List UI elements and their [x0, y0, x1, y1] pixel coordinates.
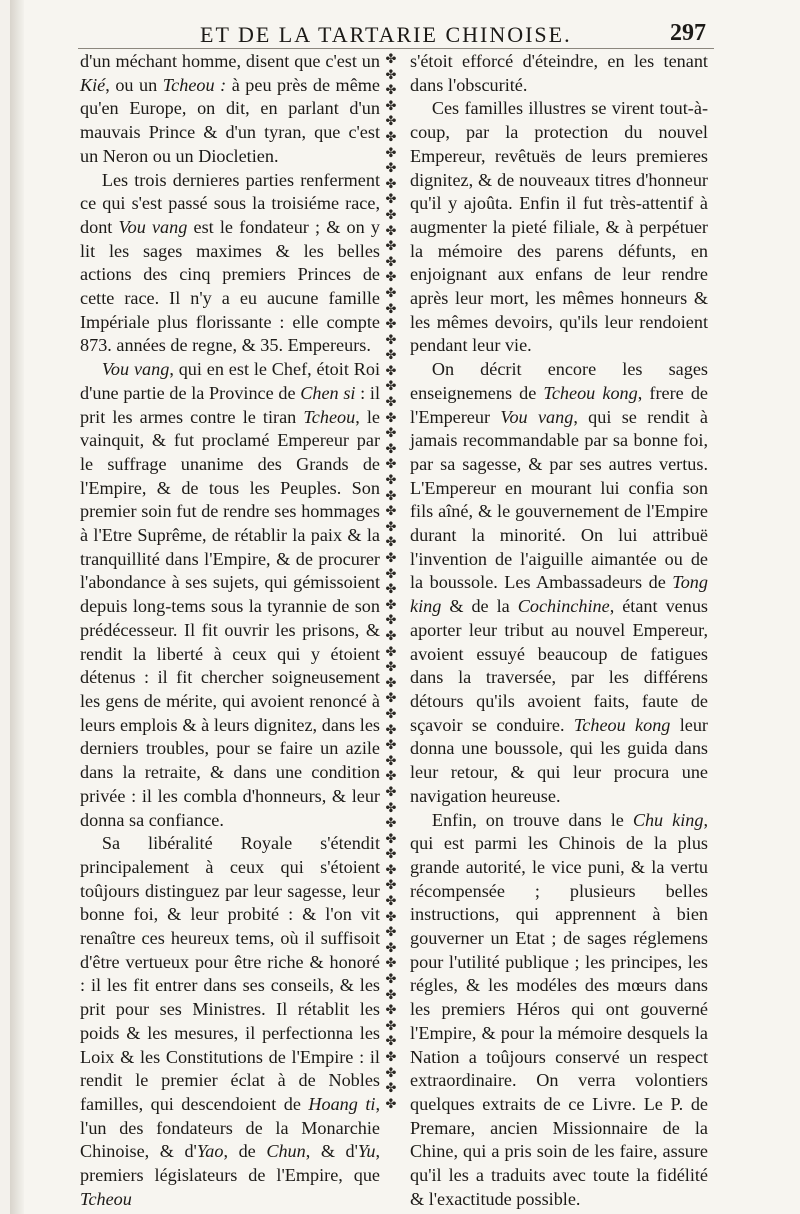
- text-run: à peu près de même qu'en Europe, on dit, en parlant d'un mauvais Prince & d'un tyran, que c'est un Neron ou un Diocletien.: [80, 74, 380, 166]
- text-run: d'un méchant homme, disent que c'est un: [80, 51, 380, 71]
- paragraph: [410, 97, 708, 358]
- text-run: est le fondateur ; & on y lit les sages maximes & les belles actions des cinq premiers Princes de cette race. Il n'y a eu aucune famille Impériale plus florissante : elle compte 873. années de regne, & 35. Empereurs.: [80, 216, 381, 356]
- text-run: , le vainquit, & fut proclamé Empereur par le suffrage unanime des Grands de l'Empire, & de tous les Peuples. Son premier soin fut de rendre ses hommages à l'Etre Suprême, de rétablir la paix & la tranquillité dans l'Empire, & de procurer l'abondance à ses sujets, qui gémissoient depuis long-tems sous la tyrannie de son prédécesseur. Il fit ouvrir les prisons, & rendit la liberté à ceux qui y étoient détenus : il fit chercher soigneusement les gens de mérite, qui avoient renoncé à leurs emplois & à leurs dignitez, dans les derniers troubles, pour se faire un azile dans la retraite, & dans une condition privée : il les combla d'honneurs, & leur donna sa confiance.: [80, 406, 380, 830]
- ornament-divider: ✤✤✤✤✤✤✤✤✤✤✤✤✤✤✤✤✤✤✤✤✤✤✤✤✤✤✤✤✤✤✤✤✤✤✤✤✤✤✤✤✤✤✤✤✤✤✤✤✤✤✤✤✤✤✤✤✤✤✤✤✤✤✤✤✤✤✤✤: [385, 52, 397, 1112]
- italic-term: Tong king: [410, 572, 708, 617]
- italic-term: Chen si: [300, 382, 356, 403]
- text-run: , qui en est le Chef, étoit Roi d'une partie de la Province de: [80, 359, 380, 403]
- text-run: Sa libéralité Royale s'étendit principalement à ceux qui s'étoient toûjours distinguez par leur sagesse, leur bonne foi, & leur probité : & l'on vit renaître ces heureux tems, où il suffisoit d'être vertueux pour être riche & honoré : il les fit entrer dans ses conseils, & les prit pour ses Ministres. Il rétablit les poids & les mesures, il perfectionna les Loix & les Constitutions de l'Empire : il rendit le premier éclat à de Nobles familles, qui descendoient de: [80, 833, 380, 1114]
- italic-term: Tcheou: [80, 1188, 132, 1209]
- italic-term: Vou vang: [101, 359, 170, 380]
- italic-term: Tcheou kong: [573, 714, 671, 735]
- paragraph: [80, 358, 380, 832]
- italic-term: Yao: [196, 1141, 224, 1162]
- text-run: , & d': [305, 1141, 358, 1162]
- text-run: & de la: [441, 596, 518, 617]
- text-run: , ou un: [105, 74, 163, 95]
- page-number: 297: [670, 20, 706, 46]
- text-run: , premiers législateurs de l'Empire, que: [80, 1141, 380, 1186]
- text-run: On décrit encore les sages enseignemens de: [410, 359, 708, 403]
- italic-term: Tcheou kong: [543, 382, 638, 403]
- left-column: [80, 50, 380, 1211]
- italic-term: Hoang ti: [308, 1093, 376, 1114]
- italic-term: Tcheou :: [162, 74, 227, 95]
- header-rule: [78, 48, 714, 49]
- text-run: , étant venus aporter leur tribut au nouvel Empereur, avoient essuyé beaucoup de fatigues dans la traversée, par les différens détours qu'ils avoient faits, faute de sçavoir se conduire.: [410, 596, 708, 735]
- paragraph: [80, 832, 380, 1211]
- paragraph: [410, 50, 708, 97]
- text-run: Les trois dernieres parties renferment ce qui s'est passé sous la troisiéme race, dont: [80, 169, 380, 237]
- italic-term: Tcheou: [303, 406, 356, 427]
- italic-term: Cochinchine: [517, 596, 610, 617]
- text-run: , l'un des fondateurs de la Monarchie Chinoise, & d': [80, 1093, 380, 1162]
- text-run: : il prit les armes contre le tiran: [80, 382, 380, 427]
- italic-term: Chun: [266, 1141, 306, 1162]
- text-run: s'étoit efforcé d'éteindre, en les tenant dans l'obscurité.: [410, 51, 708, 95]
- text-run: , de: [223, 1141, 267, 1162]
- running-head: ET DE LA TARTARIE CHINOISE.: [200, 22, 572, 47]
- text-run: Ces familles illustres se virent tout-à-coup, par la protection du nouvel Empereur, revêtuës de leurs premieres dignitez, & de nouveaux titres d'honneur qu'il y ajoûta. Enfin il fut très-attentif à augmenter la pieté filiale, & à perpétuer la mémoire des parens défunts, en enjoignant aux enfans de leur rendre après leur mort, les mêmes honneurs & les mêmes devoirs, qu'ils leur rendoient pendant leur vie.: [410, 98, 708, 356]
- italic-term: Yu: [357, 1141, 376, 1162]
- paragraph: [80, 50, 380, 169]
- text-run: Enfin, on trouve dans le: [431, 809, 633, 830]
- italic-term: Kié: [80, 74, 106, 95]
- text-run: , qui est parmi les Chinois de la plus grande autorité, le vice puni, & la vertu récompensée ; plusieurs belles instructions, qui apprennent à bien gouverner un Etat ; de sages réglemens pour l'utilité publique ; les principes, les régles, & les modéles des mœurs dans les premiers Héros qui ont gouverné l'Empire, & pour la mémoire desquels la Nation a toûjours conservé un respect extraordinaire. On verra volontiers quelques extraits de ce Livre. Le P. de Premare, ancien Missionnaire de la Chine, qui a pris soin de les faire, assure qu'il les a traduits avec toute la fidélité & l'exactitude possible.: [410, 809, 708, 1209]
- paragraph: [410, 358, 708, 808]
- italic-term: Vou vang: [118, 216, 188, 237]
- paragraph: [410, 809, 708, 1212]
- text-run: , qui se rendit à jamais recommandable par sa bonne foi, par sa sagesse, & par ses autres vertus. L'Empereur en mourant lui confia son fils aîné, & le gouvernement de l'Empire durant la minorité. On lui attribuë l'invention de l'aiguille aimantée ou de la boussole. Les Ambassadeurs de: [410, 406, 708, 593]
- page-gutter-shadow: [10, 0, 24, 1214]
- italic-term: Vou vang: [500, 406, 574, 427]
- text-run: leur donna une boussole, qui les guida dans leur retour, & qui leur procura une navigation heureuse.: [410, 714, 708, 806]
- right-column: [410, 50, 708, 1211]
- text-run: , frere de l'Empereur: [410, 382, 708, 427]
- paragraph: [80, 169, 380, 359]
- italic-term: Chu king: [632, 809, 704, 830]
